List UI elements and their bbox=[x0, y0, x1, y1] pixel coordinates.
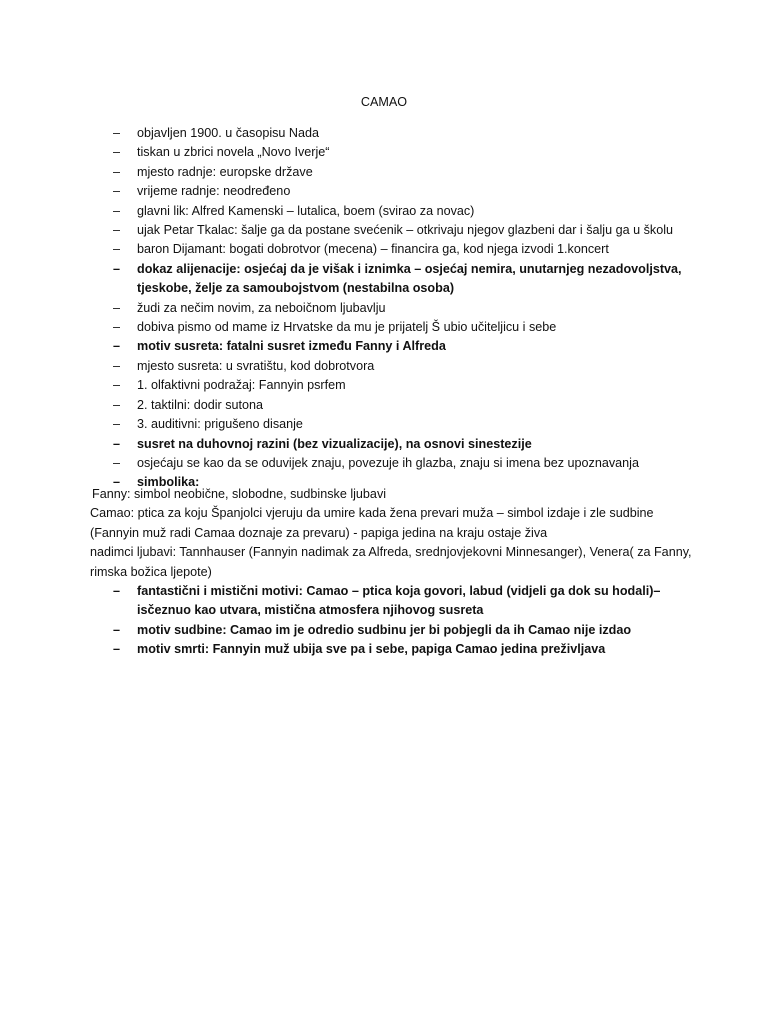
list-item bbox=[0, 454, 768, 473]
list-item-text: osjećaju se kao da se oduvijek znaju, povezuje ih glazba, znaju si imena bez upoznavanja bbox=[137, 455, 639, 470]
dash-bullet: – bbox=[113, 145, 121, 160]
list-item-text: dokaz alijenacije: osjećaj da je višak i iznimka – osjećaj nemira, unutarnjeg nezadovoljstva, tjeskobe, želje za samoubojstvom (nestabilna osoba) bbox=[137, 261, 682, 296]
list-item bbox=[0, 396, 768, 415]
list-item-text: 3. auditivni: prigušeno disanje bbox=[137, 417, 303, 432]
list-item-text: motiv sudbine: Camao im je odredio sudbinu jer bi pobjegli da ih Camao nije izdao bbox=[137, 622, 632, 637]
list-item bbox=[0, 124, 768, 143]
list-item bbox=[0, 357, 768, 376]
list-item-text: fantastični i mistični motivi: Camao – ptica koja govori, labud (vidjeli ga dok su hodali)– isčeznuo kao utvara, mistična atmosfera njihovog susreta bbox=[137, 584, 661, 618]
dash-bullet: – bbox=[113, 261, 121, 276]
dash-bullet: – bbox=[113, 622, 121, 637]
list-item bbox=[0, 337, 768, 356]
list-item bbox=[0, 318, 768, 337]
list-item bbox=[0, 260, 768, 299]
list-item bbox=[0, 582, 768, 621]
list-item-text: mjesto radnje: europske države bbox=[137, 164, 313, 179]
paragraph-line: Fanny: simbol neobične, slobodne, sudbinske ljubavi bbox=[92, 487, 387, 501]
list-item-text: motiv susreta: fatalni susret između Fanny i Alfreda bbox=[137, 339, 446, 354]
list-item bbox=[0, 202, 768, 221]
list-item bbox=[0, 240, 768, 259]
list-item-text: susret na duhovnoj razini (bez vizualizacije), na osnovi sinestezije bbox=[137, 436, 532, 451]
document-title: CAMAO bbox=[360, 95, 408, 109]
list-item bbox=[0, 299, 768, 318]
dash-bullet: – bbox=[113, 184, 121, 199]
paragraph-line: (Fannyin muž radi Camaa doznaje za prevaru) - papiga jedina na kraju ostaje živa bbox=[90, 525, 548, 540]
dash-bullet: – bbox=[113, 358, 121, 373]
dash-bullet: – bbox=[113, 475, 121, 490]
paragraph-line: Camao: ptica za koju Španjolci vjeruju da umire kada žena prevari muža – simbol izdaje i zle sudbine bbox=[90, 506, 654, 521]
list-item-text: glavni lik: Alfred Kamenski – lutalica, boem (svirao za novac) bbox=[137, 203, 475, 218]
list-item bbox=[0, 640, 768, 659]
list-item bbox=[0, 163, 768, 182]
list-item bbox=[0, 182, 768, 201]
dash-bullet: – bbox=[113, 642, 121, 657]
list-item-text: žudi za nečim novim, za neboičnom ljubavlju bbox=[137, 300, 386, 315]
list-item bbox=[0, 143, 768, 162]
dash-bullet: – bbox=[113, 436, 121, 451]
list-item-text: vrijeme radnje: neodređeno bbox=[137, 184, 291, 199]
list-item bbox=[0, 376, 768, 395]
dash-bullet: – bbox=[113, 164, 121, 179]
list-item-text: mjesto susreta: u svratištu, kod dobrotvora bbox=[137, 358, 375, 373]
dash-bullet: – bbox=[113, 339, 121, 354]
dash-bullet: – bbox=[113, 126, 121, 140]
list-item-text: ujak Petar Tkalac: šalje ga da postane svećenik – otkrivaju njegov glazbeni dar i šalju ga u školu bbox=[137, 223, 674, 238]
list-item-text: tiskan u zbrici novela „Novo Iverje“ bbox=[137, 145, 330, 160]
list-item bbox=[0, 435, 768, 454]
list-item-text: 1. olfaktivni podražaj: Fannyin psrfem bbox=[137, 378, 346, 393]
dash-bullet: – bbox=[113, 417, 121, 432]
dash-bullet: – bbox=[113, 320, 121, 335]
bullet-list-main bbox=[0, 124, 768, 493]
list-item-text: baron Dijamant: bogati dobrotvor (mecena) – financira ga, kod njega izvodi 1.koncert bbox=[137, 242, 609, 257]
list-item bbox=[0, 415, 768, 434]
dash-bullet: – bbox=[113, 300, 121, 315]
list-item bbox=[0, 221, 768, 240]
bullet-list-motifs bbox=[0, 582, 768, 660]
symbolism-paragraph bbox=[0, 485, 768, 582]
dash-bullet: – bbox=[113, 397, 121, 412]
dash-bullet: – bbox=[113, 203, 121, 218]
list-item-text: simbolika: bbox=[137, 475, 200, 490]
list-item-text: 2. taktilni: dodir sutona bbox=[137, 397, 264, 412]
dash-bullet: – bbox=[113, 378, 121, 393]
dash-bullet: – bbox=[113, 584, 121, 598]
dash-bullet: – bbox=[113, 242, 121, 257]
list-item-text: objavljen 1900. u časopisu Nada bbox=[137, 126, 320, 140]
list-item-text: dobiva pismo od mame iz Hrvatske da mu je prijatelj Š ubio učiteljicu i sebe bbox=[137, 320, 557, 335]
list-item bbox=[0, 621, 768, 640]
dash-bullet: – bbox=[113, 223, 121, 238]
paragraph-line: nadimci ljubavi: Tannhauser (Fannyin nadimak za Alfreda, srednjovjekovni Minnesanger), Venera( za Fanny, rimska božica ljepote) bbox=[90, 545, 692, 579]
dash-bullet: – bbox=[113, 455, 121, 470]
list-item-text: motiv smrti: Fannyin muž ubija sve pa i sebe, papiga Camao jedina preživljava bbox=[137, 642, 606, 657]
